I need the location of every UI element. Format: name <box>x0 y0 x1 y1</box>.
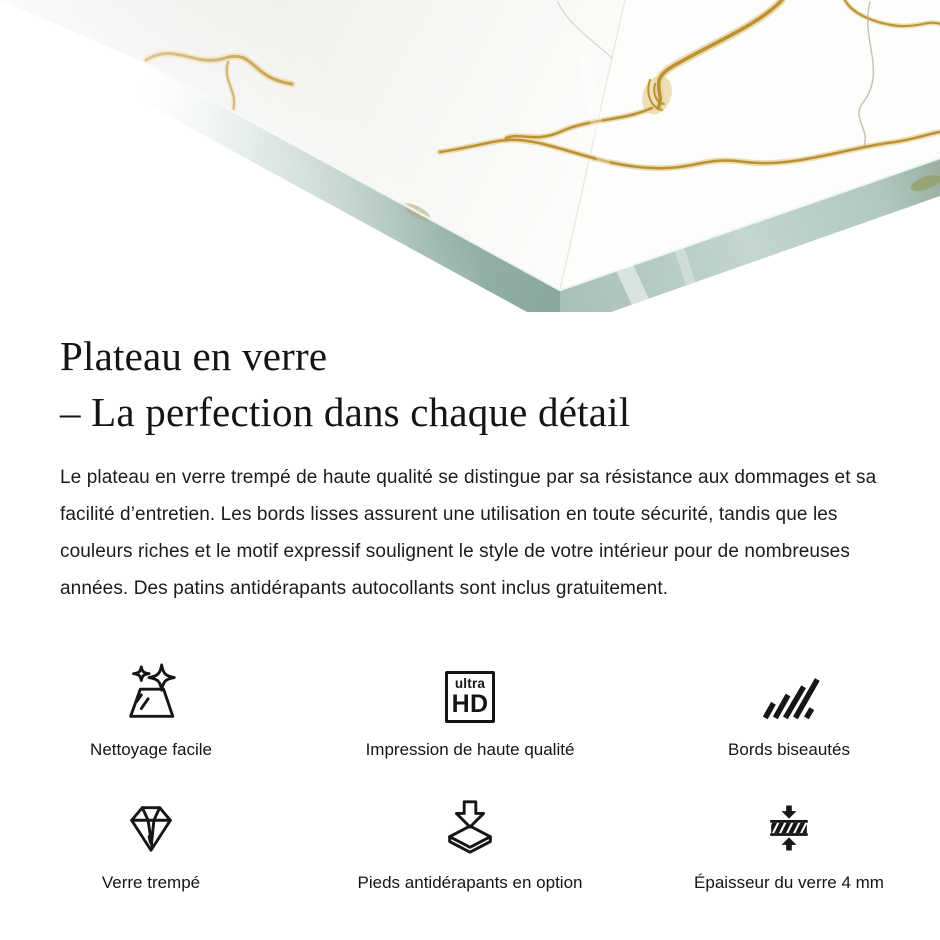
feature-easy-cleaning <box>40 661 262 760</box>
title-line-2: – La perfection dans chaque détail <box>60 389 631 435</box>
title-line-1: Plateau en verre <box>60 333 328 379</box>
ultra-hd-text-top: ultra <box>454 676 486 692</box>
feature-label-beveled-edges: Bords biseautés <box>728 740 850 759</box>
glass-thickness-icon <box>759 796 819 858</box>
icon-box <box>120 794 182 858</box>
feature-label-print-quality: Impression de haute qualité <box>365 740 575 759</box>
features-row-1 <box>40 661 900 760</box>
feature-glass-thickness <box>678 794 900 893</box>
diamond-icon <box>120 798 182 858</box>
feature-beveled-edges <box>678 661 900 760</box>
product-image <box>0 0 940 312</box>
page-title <box>60 328 880 440</box>
feature-label-easy-cleaning: Nettoyage facile <box>90 740 212 759</box>
beveled-edges-icon <box>757 665 821 725</box>
description-paragraph: Le plateau en verre trempé de haute qualité se distingue par sa résistance aux dommages et sa facilité d’entretien. Les bords lisses assurent une utilisation en toute sécurité, tandis que les couleurs riches et le motif expressif soulignent le style de votre intérieur pour de nombreuses années. Des patins antidérapants autocollants sont inclus gratuitement. <box>60 467 877 599</box>
feature-label-tempered-glass: Verre trempé <box>101 873 201 892</box>
feature-label-anti-slip-pads: Pieds antidérapants en option <box>357 873 583 892</box>
description-section <box>0 328 940 607</box>
ultra-hd-icon <box>445 671 495 723</box>
anti-slip-pad-icon <box>439 796 501 858</box>
feature-print-quality <box>359 661 581 760</box>
feature-tempered-glass <box>40 794 262 893</box>
icon-box <box>120 661 182 725</box>
icon-box <box>439 794 501 858</box>
sparkle-clean-icon <box>120 663 182 725</box>
ultra-hd-text-bottom: HD <box>451 689 489 718</box>
icon-box <box>759 794 819 858</box>
features-grid <box>40 661 900 893</box>
icon-box <box>445 661 495 725</box>
feature-anti-slip-pads <box>359 794 581 893</box>
icon-box <box>757 661 821 725</box>
features-row-2 <box>40 794 900 893</box>
feature-label-glass-thickness: Épaisseur du verre 4 mm <box>694 873 884 892</box>
